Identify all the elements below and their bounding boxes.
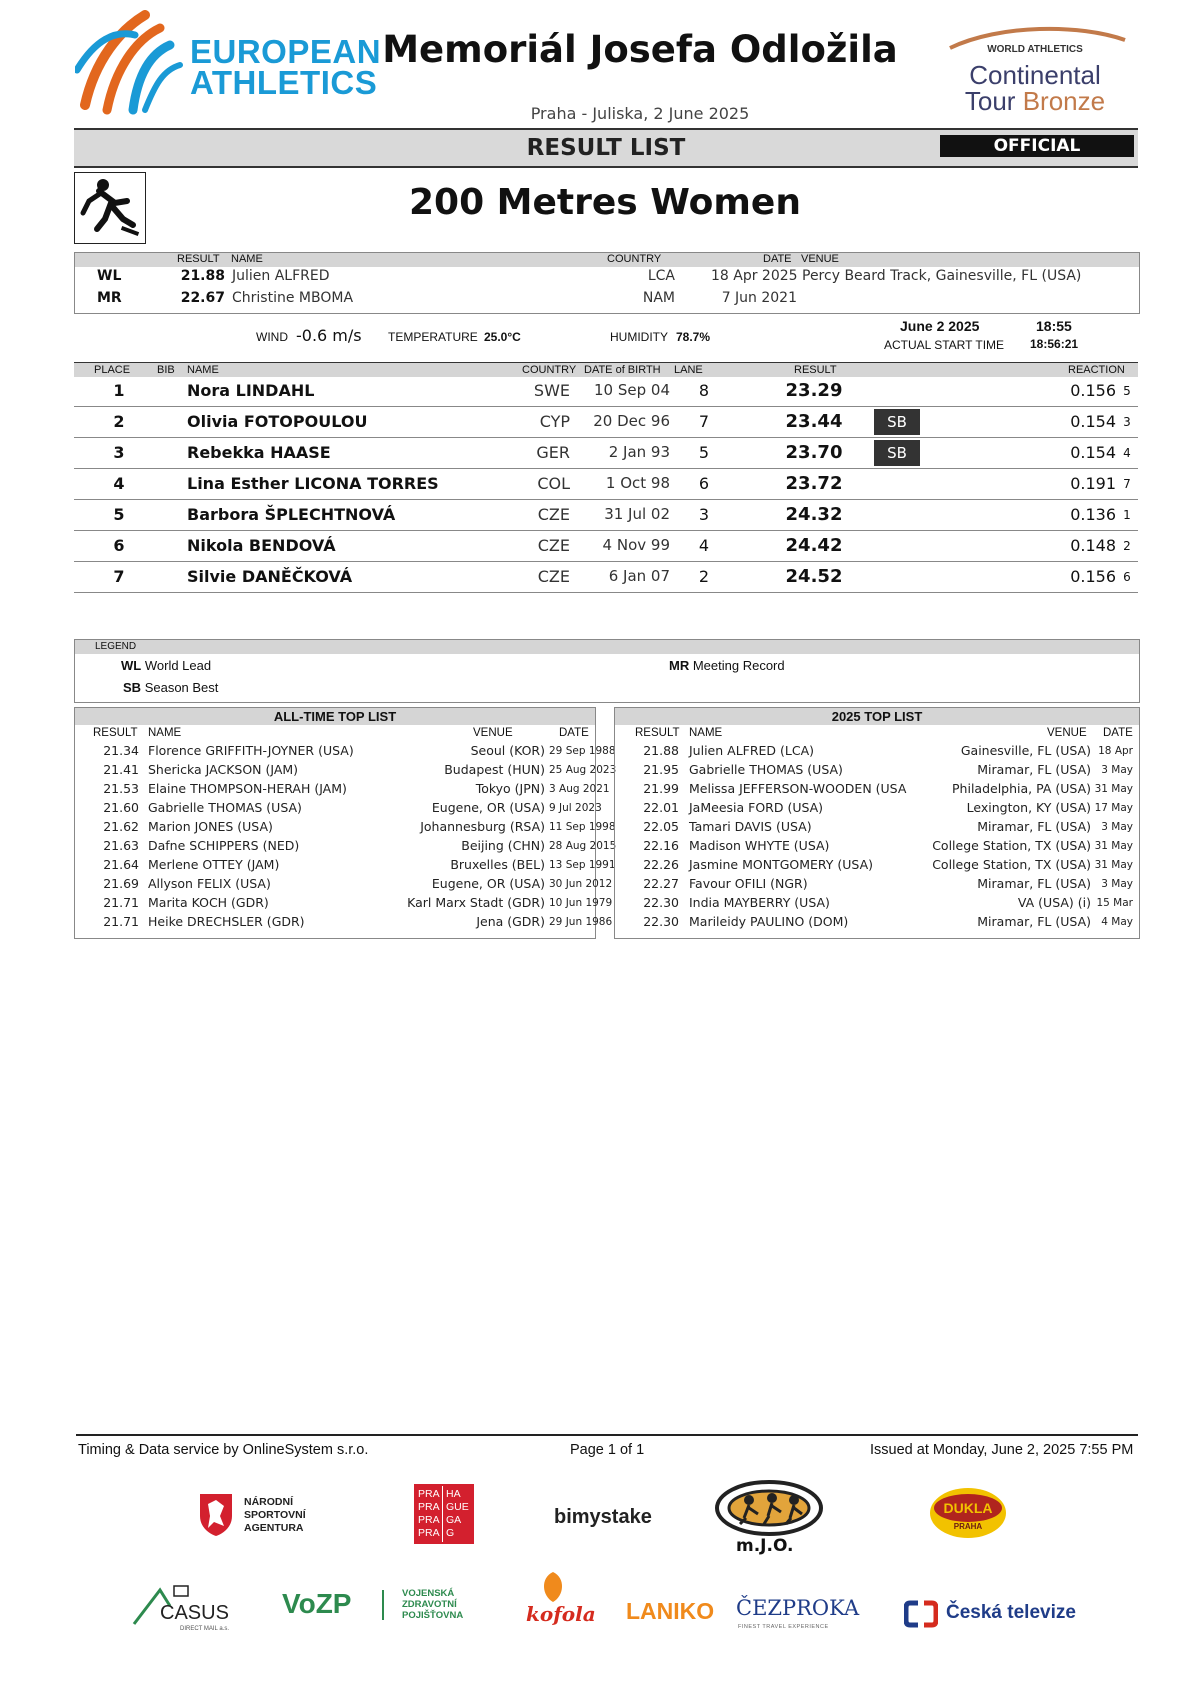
result: 22.16 bbox=[643, 838, 679, 853]
result: 21.62 bbox=[103, 819, 139, 834]
result: 21.71 bbox=[103, 914, 139, 929]
venue: Bruxelles (BEL) bbox=[450, 857, 545, 872]
result-row bbox=[74, 561, 1138, 593]
venue: VA (USA) (i) bbox=[1017, 895, 1091, 910]
lane: 4 bbox=[698, 536, 710, 555]
lane: 5 bbox=[698, 443, 710, 462]
date: 3 May bbox=[1101, 821, 1133, 833]
reaction: 0.156 bbox=[1070, 567, 1116, 586]
date: 30 Jun 2012 bbox=[549, 878, 613, 890]
country: COL bbox=[537, 474, 570, 493]
athlete-name: Florence GRIFFITH-JOYNER (USA) bbox=[148, 743, 354, 758]
ceska-televize-logo bbox=[904, 1600, 1084, 1630]
date-of-birth: 6 Jan 07 bbox=[608, 567, 670, 585]
legend-code: MR bbox=[669, 658, 690, 673]
athlete-name: Gabrielle THOMAS (USA) bbox=[148, 800, 302, 815]
venue: Budapest (HUN) bbox=[444, 762, 545, 777]
praha-cell: HA bbox=[446, 1488, 461, 1500]
date-of-birth: 1 Oct 98 bbox=[605, 474, 670, 492]
result: 23.44 bbox=[785, 411, 843, 432]
vozp-line1: VOJENSKÁ bbox=[402, 1588, 455, 1599]
lane: 3 bbox=[698, 505, 710, 524]
place: 7 bbox=[113, 567, 125, 586]
year-list-header bbox=[615, 727, 1139, 741]
top-list-row bbox=[75, 800, 602, 819]
col-dob: DATE of BIRTH bbox=[584, 364, 661, 376]
athlete-name: Lina Esther LICONA TORRES bbox=[187, 474, 439, 493]
lane: 2 bbox=[698, 567, 710, 586]
venue: Eugene, OR (USA) bbox=[431, 876, 545, 891]
top-list-row bbox=[75, 781, 610, 800]
lane: 6 bbox=[698, 474, 710, 493]
casus-sub: DIRECT MAIL a.s. bbox=[180, 1626, 230, 1632]
result: 21.34 bbox=[103, 743, 139, 758]
event-date: June 2 2025 bbox=[900, 318, 980, 334]
humidity-label: HUMIDITY bbox=[610, 330, 668, 344]
result: 24.32 bbox=[785, 504, 843, 525]
date: 31 May bbox=[1094, 859, 1133, 871]
venue: Eugene, OR (USA) bbox=[431, 800, 545, 815]
place: 1 bbox=[113, 381, 125, 400]
reaction: 0.148 bbox=[1070, 536, 1116, 555]
athlete-name: Marileidy PAULINO (DOM) bbox=[689, 914, 849, 929]
temperature-label: TEMPERATURE bbox=[388, 330, 478, 344]
top-list-row bbox=[75, 857, 616, 876]
record-type: MR bbox=[97, 290, 122, 306]
meeting-title: Memoriál Josefa Odložila bbox=[382, 28, 898, 71]
vozp-divider bbox=[382, 1590, 384, 1620]
result: 22.05 bbox=[643, 819, 679, 834]
mjo-text: m.J.O. bbox=[736, 1536, 794, 1556]
result: 22.01 bbox=[643, 800, 679, 815]
place: 3 bbox=[113, 443, 125, 462]
event-title: 200 Metres Women bbox=[409, 182, 801, 223]
athlete-name: Nikola BENDOVÁ bbox=[187, 536, 336, 555]
athlete-name: Madison WHYTE (USA) bbox=[689, 838, 830, 853]
timing-credit: Timing & Data service by OnlineSystem s.r.o. bbox=[78, 1442, 369, 1458]
athlete-name: Heike DRECHSLER (GDR) bbox=[148, 914, 305, 929]
top-list-row bbox=[75, 819, 616, 838]
record-row bbox=[75, 290, 1139, 312]
cezproka-logo bbox=[736, 1596, 886, 1636]
bronze-label: Bronze bbox=[1022, 86, 1106, 116]
athlete-name: Dafne SCHIPPERS (NED) bbox=[148, 838, 300, 853]
date: 31 May bbox=[1094, 840, 1133, 852]
meeting-location-date: Praha - Juliska, 2 June 2025 bbox=[530, 104, 750, 123]
col-result: RESULT bbox=[794, 364, 837, 376]
athlete-name: Shericka JACKSON (JAM) bbox=[148, 762, 299, 777]
date: 18 Apr bbox=[1098, 745, 1133, 757]
wind-value: -0.6 m/s bbox=[296, 326, 362, 345]
legend-box bbox=[74, 639, 1140, 703]
records-box bbox=[74, 252, 1140, 314]
athlete-name: JaMeesia FORD (USA) bbox=[689, 800, 824, 815]
date: 29 Sep 1988 bbox=[549, 745, 616, 757]
result: 23.72 bbox=[785, 473, 843, 494]
athlete-name: Gabrielle THOMAS (USA) bbox=[689, 762, 843, 777]
legend-item bbox=[121, 658, 211, 673]
record-country: NAM bbox=[642, 290, 675, 306]
year-top-list bbox=[614, 707, 1140, 939]
result: 22.27 bbox=[643, 876, 679, 891]
page-number: Page 1 of 1 bbox=[570, 1442, 645, 1458]
place: 2 bbox=[113, 412, 125, 431]
european-athletics-logo bbox=[75, 10, 382, 120]
official-badge: OFFICIAL bbox=[940, 135, 1134, 157]
col-name: NAME bbox=[689, 727, 723, 739]
place: 5 bbox=[113, 505, 125, 524]
event-icon-box bbox=[74, 172, 146, 244]
reaction: 0.156 bbox=[1070, 381, 1116, 400]
continental-tour-logo bbox=[940, 26, 1130, 122]
lane: 7 bbox=[698, 412, 710, 431]
kofola-leaf-icon bbox=[538, 1570, 568, 1604]
date-of-birth: 2 Jan 93 bbox=[608, 443, 670, 461]
col-lane: LANE bbox=[674, 364, 703, 376]
praha-cell: GUE bbox=[446, 1501, 469, 1513]
top-list-row bbox=[75, 762, 617, 781]
result-row bbox=[74, 406, 1138, 438]
date: 3 May bbox=[1101, 878, 1133, 890]
place: 4 bbox=[113, 474, 125, 493]
col-result: RESULT bbox=[635, 727, 680, 739]
issued-timestamp: Issued at Monday, June 2, 2025 7:55 PM bbox=[870, 1442, 1134, 1458]
athlete-name: Marion JONES (USA) bbox=[148, 819, 273, 834]
athlete-name: Tamari DAVIS (USA) bbox=[689, 819, 812, 834]
result: 23.70 bbox=[785, 442, 843, 463]
reaction-lane: 3 bbox=[1123, 415, 1131, 429]
legend-text: Season Best bbox=[144, 680, 219, 695]
sprinter-icon bbox=[75, 173, 145, 243]
result: 22.26 bbox=[643, 857, 679, 872]
year-list-title: 2025 TOP LIST bbox=[615, 708, 1139, 725]
legend-text: World Lead bbox=[144, 658, 212, 673]
world-athletics-label: WORLD ATHLETICS bbox=[987, 44, 1083, 55]
record-name: Julien ALFRED bbox=[232, 268, 330, 284]
top-list-row bbox=[75, 838, 617, 857]
athlete-name: Julien ALFRED (LCA) bbox=[689, 743, 815, 758]
date: 3 Aug 2021 bbox=[549, 783, 610, 795]
result: 24.52 bbox=[785, 566, 843, 587]
records-header bbox=[75, 253, 1139, 267]
result: 21.60 bbox=[103, 800, 139, 815]
country: SWE bbox=[533, 381, 570, 400]
result: 21.64 bbox=[103, 857, 139, 872]
result: 21.41 bbox=[103, 762, 139, 777]
rec-col-country: COUNTRY bbox=[607, 253, 662, 265]
result-row bbox=[74, 499, 1138, 531]
dukla-sub: PRAHA bbox=[953, 1522, 983, 1531]
col-venue: VENUE bbox=[1047, 727, 1087, 739]
nsa-line2: SPORTOVNÍ bbox=[244, 1509, 306, 1521]
athlete-name: Elaine THOMPSON-HERAH (JAM) bbox=[148, 781, 347, 796]
reaction: 0.136 bbox=[1070, 505, 1116, 524]
logo-line2: ATHLETICS bbox=[190, 64, 378, 101]
nsa-line1: NÁRODNÍ bbox=[244, 1496, 293, 1508]
athlete-name: Merlene OTTEY (JAM) bbox=[148, 857, 280, 872]
top-list-row bbox=[615, 876, 1139, 895]
actual-start-label: ACTUAL START TIME bbox=[884, 338, 1005, 352]
tour-label: Tour bbox=[964, 86, 1023, 116]
reaction: 0.154 bbox=[1070, 443, 1116, 462]
date: 31 May bbox=[1094, 783, 1133, 795]
legend-item bbox=[669, 658, 785, 673]
venue: Karl Marx Stadt (GDR) bbox=[407, 895, 545, 910]
wind-label: WIND bbox=[256, 330, 288, 344]
col-date: DATE bbox=[559, 727, 589, 739]
legend-code: SB bbox=[123, 680, 142, 695]
top-list-row bbox=[615, 857, 1139, 876]
venue: Miramar, FL (USA) bbox=[977, 876, 1091, 891]
country: GER bbox=[536, 443, 570, 462]
praha-divider bbox=[442, 1486, 443, 1542]
reaction: 0.154 bbox=[1070, 412, 1116, 431]
result: 21.95 bbox=[643, 762, 679, 777]
nsa-logo bbox=[196, 1490, 326, 1540]
season-best-badge: SB bbox=[874, 440, 920, 466]
rec-col-venue: VENUE bbox=[801, 253, 839, 265]
country: CYP bbox=[539, 412, 570, 431]
rec-col-name: NAME bbox=[231, 253, 263, 265]
country: CZE bbox=[537, 505, 570, 524]
rec-col-date: DATE bbox=[763, 253, 792, 265]
athlete-name: Melissa JEFFERSON-WOODEN (USA bbox=[689, 781, 907, 796]
reaction-lane: 5 bbox=[1123, 384, 1131, 398]
season-best-badge: SB bbox=[874, 409, 920, 435]
athlete-name: Marita KOCH (GDR) bbox=[148, 895, 269, 910]
date: 25 Aug 2023 bbox=[549, 764, 617, 776]
venue: Johannesburg (RSA) bbox=[420, 819, 545, 834]
place: 6 bbox=[113, 536, 125, 555]
top-list-row bbox=[615, 838, 1139, 857]
venue: Seoul (KOR) bbox=[470, 743, 545, 758]
result: 22.30 bbox=[643, 914, 679, 929]
venue: College Station, TX (USA) bbox=[932, 838, 1091, 853]
top-list-row bbox=[75, 914, 613, 933]
record-venue: Percy Beard Track, Gainesville, FL (USA) bbox=[802, 268, 1082, 284]
date-of-birth: 20 Dec 96 bbox=[593, 412, 670, 430]
top-list-row bbox=[615, 781, 1139, 800]
venue: Miramar, FL (USA) bbox=[977, 762, 1091, 777]
vozp-line3: POJIŠŤOVNA bbox=[402, 1610, 464, 1621]
all-time-header bbox=[75, 727, 595, 741]
cezproka-text: ČEZPROKA bbox=[736, 1596, 860, 1620]
result-row bbox=[74, 437, 1138, 469]
logo-line1: EUROPEAN bbox=[190, 33, 382, 70]
footer-divider bbox=[76, 1434, 1138, 1436]
record-date: 18 Apr 2025 bbox=[711, 268, 798, 284]
reaction-lane: 4 bbox=[1123, 446, 1131, 460]
kofola-text: kofola bbox=[526, 1602, 596, 1626]
venue: Gainesville, FL (USA) bbox=[960, 743, 1091, 758]
ct-mark-icon bbox=[904, 1600, 938, 1628]
top-list-row bbox=[615, 762, 1139, 781]
col-date: DATE bbox=[1103, 727, 1133, 739]
praha-logo bbox=[414, 1484, 474, 1544]
vozp-name bbox=[402, 1588, 463, 1621]
czech-lion-icon bbox=[196, 1490, 236, 1538]
reaction-lane: 7 bbox=[1123, 477, 1131, 491]
venue: Miramar, FL (USA) bbox=[977, 914, 1091, 929]
athlete-name: Olivia FOTOPOULOU bbox=[187, 412, 368, 431]
top-list-row bbox=[615, 800, 1139, 819]
all-time-top-list bbox=[74, 707, 617, 939]
legend-code: WL bbox=[121, 658, 142, 673]
result: 21.69 bbox=[103, 876, 139, 891]
date: 4 May bbox=[1101, 916, 1133, 928]
reaction-lane: 2 bbox=[1123, 539, 1131, 553]
praha-cell: PRA bbox=[418, 1488, 440, 1500]
result: 23.29 bbox=[785, 380, 843, 401]
top-list-row bbox=[75, 876, 613, 895]
col-name: NAME bbox=[148, 727, 182, 739]
legend-item bbox=[123, 680, 218, 695]
venue: Beijing (CHN) bbox=[461, 838, 545, 853]
country: CZE bbox=[537, 536, 570, 555]
result: 21.88 bbox=[643, 743, 679, 758]
result: 21.71 bbox=[103, 895, 139, 910]
reaction-lane: 1 bbox=[1123, 508, 1131, 522]
athlete-name: Silvie DANĚČKOVÁ bbox=[187, 567, 353, 586]
praha-cell: PRA bbox=[418, 1514, 440, 1526]
praha-cell: G bbox=[446, 1527, 455, 1539]
date: 17 May bbox=[1094, 802, 1133, 814]
dukla-logo bbox=[928, 1486, 1008, 1540]
date: 10 Jun 1979 bbox=[549, 897, 613, 909]
date: 13 Sep 1991 bbox=[549, 859, 616, 871]
vozp-line2: ZDRAVOTNÍ bbox=[402, 1599, 457, 1610]
top-list-row bbox=[75, 895, 613, 914]
result-row bbox=[74, 375, 1138, 407]
result: 21.53 bbox=[103, 781, 139, 796]
result-row bbox=[74, 530, 1138, 562]
athlete-name: Barbora ŠPLECHTNOVÁ bbox=[187, 505, 396, 524]
venue: Lexington, KY (USA) bbox=[966, 800, 1091, 815]
col-country: COUNTRY bbox=[522, 364, 577, 376]
top-list-row bbox=[615, 819, 1139, 838]
col-reaction: REACTION bbox=[1068, 364, 1125, 376]
lane: 8 bbox=[698, 381, 710, 400]
legend-header bbox=[75, 640, 1139, 654]
actual-start-value: 18:56:21 bbox=[1030, 337, 1079, 351]
reaction: 0.191 bbox=[1070, 474, 1116, 493]
result-list-label: RESULT LIST bbox=[526, 135, 686, 161]
legend-text: Meeting Record bbox=[692, 658, 785, 673]
temperature-value: 25.0°C bbox=[484, 330, 521, 344]
legend-title: LEGEND bbox=[95, 641, 137, 652]
date: 3 May bbox=[1101, 764, 1133, 776]
athlete-name: Rebekka HAASE bbox=[187, 443, 331, 462]
record-date: 7 Jun 2021 bbox=[721, 290, 797, 306]
date-of-birth: 4 Nov 99 bbox=[602, 536, 670, 554]
ct-text: Česká televize bbox=[946, 1602, 1076, 1623]
praha-cell: PRA bbox=[418, 1527, 440, 1539]
result: 21.99 bbox=[643, 781, 679, 796]
tour-line2 bbox=[940, 86, 1130, 117]
bimystake-logo: bimystake bbox=[554, 1506, 652, 1528]
vozp-text: VoZP bbox=[282, 1588, 352, 1619]
date-of-birth: 31 Jul 02 bbox=[604, 505, 670, 523]
venue: Jena (GDR) bbox=[476, 914, 545, 929]
event-time: 18:55 bbox=[1036, 318, 1072, 334]
athlete-name: Nora LINDAHL bbox=[187, 381, 315, 400]
col-place: PLACE bbox=[94, 364, 131, 376]
top-list-row bbox=[615, 895, 1139, 914]
tour-line1: Continental bbox=[969, 60, 1101, 90]
result: 24.42 bbox=[785, 535, 843, 556]
result: 22.30 bbox=[643, 895, 679, 910]
country: CZE bbox=[537, 567, 570, 586]
record-result: 22.67 bbox=[180, 290, 225, 306]
top-list-row bbox=[615, 914, 1139, 933]
humidity-value: 78.7% bbox=[676, 330, 711, 344]
all-time-title: ALL-TIME TOP LIST bbox=[75, 708, 595, 725]
record-row bbox=[75, 268, 1139, 290]
casus-text: CASUS bbox=[160, 1602, 229, 1624]
record-result: 21.88 bbox=[180, 268, 225, 284]
reaction-lane: 6 bbox=[1123, 570, 1131, 584]
record-type: WL bbox=[97, 268, 122, 284]
col-venue: VENUE bbox=[473, 727, 513, 739]
result-list-bar bbox=[74, 128, 1138, 168]
venue: Miramar, FL (USA) bbox=[977, 819, 1091, 834]
col-name: NAME bbox=[187, 364, 219, 376]
result: 21.63 bbox=[103, 838, 139, 853]
record-country: LCA bbox=[647, 268, 675, 284]
nsa-line3: AGENTURA bbox=[244, 1522, 304, 1534]
col-result: RESULT bbox=[93, 727, 138, 739]
record-name: Christine MBOMA bbox=[232, 290, 354, 306]
praha-cell: GA bbox=[446, 1514, 462, 1526]
casus-logo bbox=[130, 1584, 240, 1634]
athlete-name: India MAYBERRY (USA) bbox=[689, 895, 830, 910]
date: 28 Aug 2015 bbox=[549, 840, 617, 852]
date: 29 Jun 1986 bbox=[549, 916, 613, 928]
venue: Tokyo (JPN) bbox=[475, 781, 545, 796]
result-row bbox=[74, 468, 1138, 500]
european-athletics-emblem-icon bbox=[75, 10, 185, 120]
col-bib: BIB bbox=[157, 364, 175, 376]
date-of-birth: 10 Sep 04 bbox=[594, 381, 670, 399]
rec-col-result: RESULT bbox=[177, 253, 220, 265]
top-list-row bbox=[75, 743, 616, 762]
laniko-text: LANIKO bbox=[626, 1598, 715, 1624]
praha-cell: PRA bbox=[418, 1501, 440, 1513]
date: 15 Mar bbox=[1096, 897, 1133, 909]
top-list-row bbox=[615, 743, 1139, 762]
runners-track-icon bbox=[714, 1478, 824, 1536]
venue: Philadelphia, PA (USA) bbox=[952, 781, 1091, 796]
date: 9 Jul 2023 bbox=[549, 802, 602, 814]
athlete-name: Favour OFILI (NGR) bbox=[689, 876, 808, 891]
cezproka-sub: FINEST TRAVEL EXPERIENCE bbox=[738, 1624, 829, 1630]
mjo-logo bbox=[714, 1478, 824, 1558]
dukla-text: DUKLA bbox=[943, 1500, 993, 1516]
athlete-name: Jasmine MONTGOMERY (USA) bbox=[689, 857, 874, 872]
date: 11 Sep 1998 bbox=[549, 821, 616, 833]
athlete-name: Allyson FELIX (USA) bbox=[148, 876, 271, 891]
kofola-logo bbox=[524, 1570, 594, 1640]
venue: College Station, TX (USA) bbox=[932, 857, 1091, 872]
